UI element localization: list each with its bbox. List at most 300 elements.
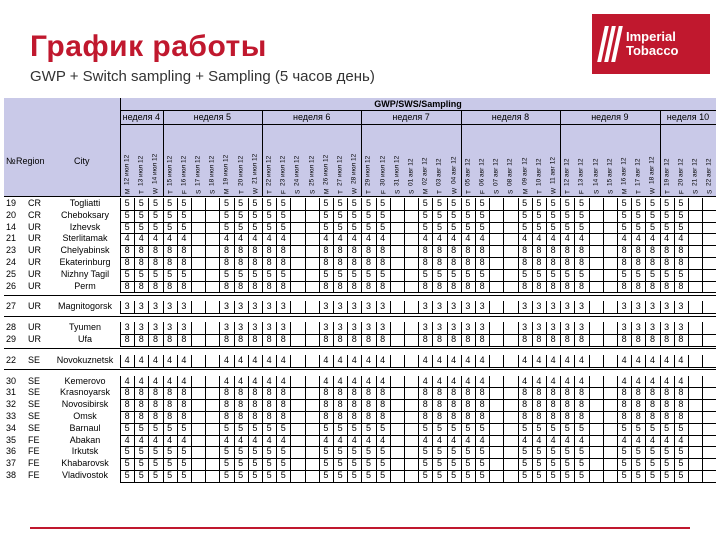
row-no: 14 <box>6 221 17 232</box>
grid-line <box>376 198 377 210</box>
schedule-value: 5 <box>564 198 570 208</box>
grid-line <box>376 376 377 388</box>
grid-line <box>631 399 632 411</box>
grid-line <box>617 257 618 269</box>
grid-line <box>319 233 320 245</box>
grid-line <box>177 334 178 346</box>
grid-line <box>361 233 362 245</box>
grid-line <box>191 423 192 435</box>
row-city: Tyumen <box>68 322 101 333</box>
schedule-value: 8 <box>181 257 187 267</box>
grid-line <box>248 446 249 458</box>
grid-line <box>205 470 206 482</box>
schedule-value: 4 <box>422 434 428 445</box>
grid-line <box>276 210 277 222</box>
grid-line <box>148 281 149 293</box>
schedule-value: 4 <box>479 375 485 386</box>
schedule-value: 5 <box>536 198 542 208</box>
schedule-value: 4 <box>422 375 428 386</box>
schedule-value: 4 <box>124 233 130 244</box>
grid-line <box>603 233 604 245</box>
grid-line <box>120 245 121 257</box>
grid-line <box>177 399 178 411</box>
schedule-value: 3 <box>167 301 173 312</box>
day-header <box>376 124 390 194</box>
grid-line <box>546 446 547 458</box>
day-letter: S <box>607 189 615 194</box>
grid-line <box>589 334 590 346</box>
grid-line <box>219 245 220 257</box>
schedule-value: 8 <box>451 399 457 410</box>
grid-line <box>333 245 334 257</box>
grid-line <box>432 269 433 281</box>
grid-line <box>319 399 320 411</box>
day-header <box>518 124 532 194</box>
grid-line <box>148 446 149 458</box>
grid-line <box>660 301 661 313</box>
day-header <box>219 124 233 194</box>
grid-line <box>660 269 661 281</box>
grid-line <box>219 423 220 435</box>
schedule-value: 4 <box>337 233 343 244</box>
schedule-value: 5 <box>465 470 471 480</box>
grid-line <box>518 281 519 293</box>
schedule-value: 5 <box>522 470 528 480</box>
grid-line <box>347 198 348 210</box>
grid-line <box>191 281 192 293</box>
grid-line <box>248 355 249 367</box>
grid-line <box>631 210 632 222</box>
grid-line <box>518 376 519 388</box>
grid-line <box>148 411 149 423</box>
schedule-value: 4 <box>181 233 187 244</box>
grid-line <box>461 269 462 281</box>
schedule-value: 8 <box>152 257 158 267</box>
schedule-value: 5 <box>436 221 442 232</box>
grid-line <box>660 355 661 367</box>
grid-line <box>631 245 632 257</box>
schedule-value: 5 <box>138 422 144 433</box>
grid-line <box>361 376 362 388</box>
grid-line <box>447 269 448 281</box>
schedule-value: 5 <box>351 221 357 232</box>
grid-line <box>702 387 703 399</box>
day-header <box>603 124 617 194</box>
schedule-value: 5 <box>280 458 286 469</box>
grid-line <box>532 269 533 281</box>
grid-line <box>120 233 121 245</box>
schedule-value: 5 <box>238 458 244 469</box>
schedule-value: 8 <box>337 387 343 398</box>
grid-line <box>234 470 235 482</box>
grid-line <box>390 446 391 458</box>
day-header <box>361 124 375 194</box>
grid-line <box>475 411 476 423</box>
day-header <box>674 124 688 194</box>
schedule-value: 8 <box>280 245 286 256</box>
grid-line <box>532 210 533 222</box>
schedule-value: 8 <box>479 387 485 398</box>
schedule-table <box>4 98 716 522</box>
schedule-value: 5 <box>536 446 542 457</box>
grid-line <box>163 322 164 334</box>
day-date: 29 июл 12 <box>364 155 372 187</box>
grid-line <box>4 348 716 349</box>
schedule-value: 5 <box>536 268 542 279</box>
grid-line <box>134 470 135 482</box>
schedule-value: 3 <box>323 301 329 312</box>
schedule-value: 8 <box>422 387 428 398</box>
grid-line <box>503 446 504 458</box>
grid-line <box>120 210 121 222</box>
schedule-value: 4 <box>678 434 684 445</box>
grid-line <box>674 257 675 269</box>
grid-line <box>361 446 362 458</box>
grid-line <box>518 435 519 447</box>
schedule-value: 8 <box>550 245 556 256</box>
grid-line <box>262 245 263 257</box>
schedule-value: 5 <box>181 209 187 220</box>
grid-line <box>674 334 675 346</box>
grid-line <box>376 423 377 435</box>
schedule-value: 8 <box>323 280 329 291</box>
schedule-value: 8 <box>664 245 670 256</box>
schedule-value: 3 <box>621 301 627 312</box>
grid-line <box>120 313 716 314</box>
schedule-value: 5 <box>465 221 471 232</box>
grid-line <box>418 269 419 281</box>
schedule-value: 4 <box>422 354 428 365</box>
grid-line <box>219 210 220 222</box>
grid-line <box>163 376 164 388</box>
grid-line <box>290 411 291 423</box>
grid-line <box>333 257 334 269</box>
schedule-value: 8 <box>280 399 286 410</box>
schedule-value: 4 <box>167 375 173 386</box>
grid-line <box>702 446 703 458</box>
grid-line <box>219 411 220 423</box>
grid-line <box>660 257 661 269</box>
grid-line <box>177 281 178 293</box>
grid-line <box>134 376 135 388</box>
grid-line <box>404 210 405 222</box>
schedule-value: 4 <box>365 434 371 445</box>
schedule-value: 8 <box>323 334 329 344</box>
day-letter: T <box>266 190 274 194</box>
schedule-value: 5 <box>649 198 655 208</box>
grid-line <box>290 281 291 293</box>
schedule-value: 8 <box>436 334 442 344</box>
grid-line <box>191 233 192 245</box>
schedule-value: 5 <box>522 446 528 457</box>
schedule-value: 5 <box>436 268 442 279</box>
grid-line <box>361 245 362 257</box>
schedule-value: 4 <box>621 233 627 244</box>
schedule-value: 4 <box>365 354 371 365</box>
schedule-value: 8 <box>649 257 655 267</box>
grid-line <box>461 301 462 313</box>
schedule-value: 5 <box>664 198 670 208</box>
schedule-value: 8 <box>451 280 457 291</box>
schedule-value: 5 <box>266 470 272 480</box>
grid-line <box>503 198 504 210</box>
grid-line <box>603 446 604 458</box>
day-header <box>276 124 290 194</box>
grid-line <box>148 399 149 411</box>
grid-line <box>319 301 320 313</box>
grid-line <box>461 470 462 482</box>
schedule-value: 4 <box>323 434 329 445</box>
grid-line <box>319 281 320 293</box>
schedule-value: 5 <box>124 198 130 208</box>
day-header <box>120 124 134 194</box>
row-no: 31 <box>6 387 17 398</box>
schedule-value: 4 <box>138 233 144 244</box>
day-letter: S <box>195 189 203 194</box>
schedule-value: 4 <box>451 375 457 386</box>
grid-line <box>688 245 689 257</box>
grid-line <box>560 458 561 470</box>
logo-line1: Imperial <box>626 29 676 44</box>
grid-line <box>248 387 249 399</box>
schedule-value: 4 <box>365 233 371 244</box>
schedule-value: 5 <box>522 458 528 469</box>
grid-line <box>305 355 306 367</box>
grid-line <box>191 222 192 234</box>
grid-line <box>177 458 178 470</box>
schedule-value: 5 <box>522 268 528 279</box>
grid-line <box>645 376 646 388</box>
grid-line <box>390 399 391 411</box>
schedule-value: 8 <box>124 387 130 398</box>
grid-line <box>347 458 348 470</box>
schedule-value: 4 <box>266 354 272 365</box>
grid-line <box>305 423 306 435</box>
grid-line <box>205 210 206 222</box>
schedule-value: 4 <box>252 375 258 386</box>
row-region: UR <box>28 334 41 344</box>
grid-line <box>518 245 519 257</box>
grid-line <box>660 376 661 388</box>
grid-line <box>305 435 306 447</box>
grid-line <box>603 355 604 367</box>
grid-line <box>376 301 377 313</box>
grid-line <box>674 423 675 435</box>
schedule-value: 3 <box>266 322 272 333</box>
grid-line <box>503 355 504 367</box>
grid-line <box>347 257 348 269</box>
grid-line <box>532 322 533 334</box>
logo-text <box>626 30 679 58</box>
day-header <box>333 124 347 194</box>
schedule-value: 5 <box>223 422 229 433</box>
schedule-value: 5 <box>181 446 187 457</box>
grid-line <box>631 198 632 210</box>
grid-line <box>361 301 362 313</box>
schedule-value: 4 <box>337 375 343 386</box>
grid-line <box>674 269 675 281</box>
grid-line <box>660 423 661 435</box>
schedule-value: 8 <box>337 399 343 410</box>
grid-line <box>645 233 646 245</box>
grid-line <box>390 233 391 245</box>
day-header <box>404 124 418 194</box>
schedule-value: 8 <box>451 257 457 267</box>
schedule-value: 8 <box>152 334 158 344</box>
grid-line <box>390 210 391 222</box>
grid-line <box>390 435 391 447</box>
grid-line <box>603 399 604 411</box>
grid-line <box>461 281 462 293</box>
schedule-value: 5 <box>238 221 244 232</box>
schedule-value: 4 <box>223 434 229 445</box>
schedule-value: 8 <box>323 399 329 410</box>
grid-line <box>631 446 632 458</box>
schedule-value: 5 <box>635 470 641 480</box>
schedule-value: 5 <box>564 221 570 232</box>
schedule-value: 5 <box>578 458 584 469</box>
schedule-value: 8 <box>678 411 684 421</box>
grid-line <box>475 423 476 435</box>
grid-line <box>518 334 519 346</box>
schedule-value: 5 <box>479 458 485 469</box>
schedule-value: 8 <box>152 387 158 398</box>
grid-line <box>376 269 377 281</box>
schedule-value: 8 <box>436 245 442 256</box>
grid-line <box>205 301 206 313</box>
schedule-value: 8 <box>578 257 584 267</box>
schedule-value: 5 <box>380 198 386 208</box>
grid-line <box>347 446 348 458</box>
grid-line <box>432 198 433 210</box>
grid-line <box>589 210 590 222</box>
grid-line <box>475 355 476 367</box>
grid-line <box>305 281 306 293</box>
grid-line <box>589 269 590 281</box>
schedule-value: 8 <box>238 411 244 421</box>
schedule-value: 8 <box>351 399 357 410</box>
grid-line <box>262 222 263 234</box>
grid-line <box>148 423 149 435</box>
grid-line <box>631 387 632 399</box>
schedule-value: 8 <box>124 280 130 291</box>
schedule-value: 8 <box>621 334 627 344</box>
row-region: UR <box>28 233 41 244</box>
schedule-value: 4 <box>351 233 357 244</box>
schedule-value: 8 <box>578 387 584 398</box>
grid-line <box>361 399 362 411</box>
grid-line <box>702 245 703 257</box>
schedule-value: 3 <box>365 301 371 312</box>
grid-line <box>702 355 703 367</box>
grid-line <box>418 399 419 411</box>
grid-line <box>489 301 490 313</box>
grid-line <box>148 322 149 334</box>
schedule-value: 4 <box>181 434 187 445</box>
grid-line <box>560 355 561 367</box>
grid-line <box>333 322 334 334</box>
schedule-value: 4 <box>266 434 272 445</box>
grid-line <box>134 222 135 234</box>
day-letter: T <box>337 190 345 194</box>
grid-line <box>645 301 646 313</box>
schedule-value: 8 <box>337 280 343 291</box>
week-header: неделя 10 <box>666 112 710 122</box>
grid-line <box>290 334 291 346</box>
grid-line <box>518 399 519 411</box>
schedule-value: 5 <box>550 221 556 232</box>
schedule-value: 5 <box>564 470 570 480</box>
day-letter: T <box>365 190 373 194</box>
row-no: 26 <box>6 280 17 291</box>
grid-line <box>319 411 320 423</box>
grid-line <box>376 446 377 458</box>
schedule-value: 5 <box>365 268 371 279</box>
day-header <box>305 124 319 194</box>
schedule-value: 3 <box>536 322 542 333</box>
grid-line <box>432 281 433 293</box>
grid-line <box>205 411 206 423</box>
page-subtitle: GWP + Switch sampling + Sampling (5 часов день) <box>30 68 375 85</box>
schedule-value: 8 <box>280 334 286 344</box>
grid-line <box>603 423 604 435</box>
grid-line <box>305 301 306 313</box>
grid-line <box>688 281 689 293</box>
day-header <box>688 124 702 194</box>
grid-line <box>305 233 306 245</box>
grid-line <box>390 423 391 435</box>
schedule-value: 5 <box>323 422 329 433</box>
schedule-value: 5 <box>223 221 229 232</box>
schedule-value: 8 <box>124 334 130 344</box>
schedule-value: 5 <box>678 446 684 457</box>
schedule-value: 8 <box>351 387 357 398</box>
day-letter: F <box>479 190 487 194</box>
grid-line <box>489 446 490 458</box>
schedule-value: 5 <box>564 458 570 469</box>
grid-line <box>532 281 533 293</box>
day-letter: F <box>181 190 189 194</box>
day-letter: M <box>522 188 530 194</box>
schedule-value: 8 <box>621 257 627 267</box>
grid-line <box>205 355 206 367</box>
grid-line <box>234 269 235 281</box>
grid-line <box>276 281 277 293</box>
grid-line <box>688 355 689 367</box>
grid-line <box>631 322 632 334</box>
schedule-value: 8 <box>266 411 272 421</box>
grid-line <box>333 198 334 210</box>
grid-line <box>475 435 476 447</box>
schedule-value: 4 <box>252 354 258 365</box>
schedule-value: 8 <box>280 280 286 291</box>
schedule-value: 8 <box>124 411 130 421</box>
grid-line <box>134 257 135 269</box>
grid-line <box>418 355 419 367</box>
grid-line <box>447 281 448 293</box>
grid-line <box>603 322 604 334</box>
grid-line <box>319 458 320 470</box>
schedule-value: 8 <box>223 411 229 421</box>
schedule-value: 4 <box>578 375 584 386</box>
schedule-value: 8 <box>678 387 684 398</box>
schedule-value: 8 <box>223 245 229 256</box>
schedule-value: 4 <box>649 434 655 445</box>
grid-line <box>475 387 476 399</box>
grid-line <box>447 376 448 388</box>
grid-line <box>276 411 277 423</box>
grid-line <box>177 257 178 269</box>
